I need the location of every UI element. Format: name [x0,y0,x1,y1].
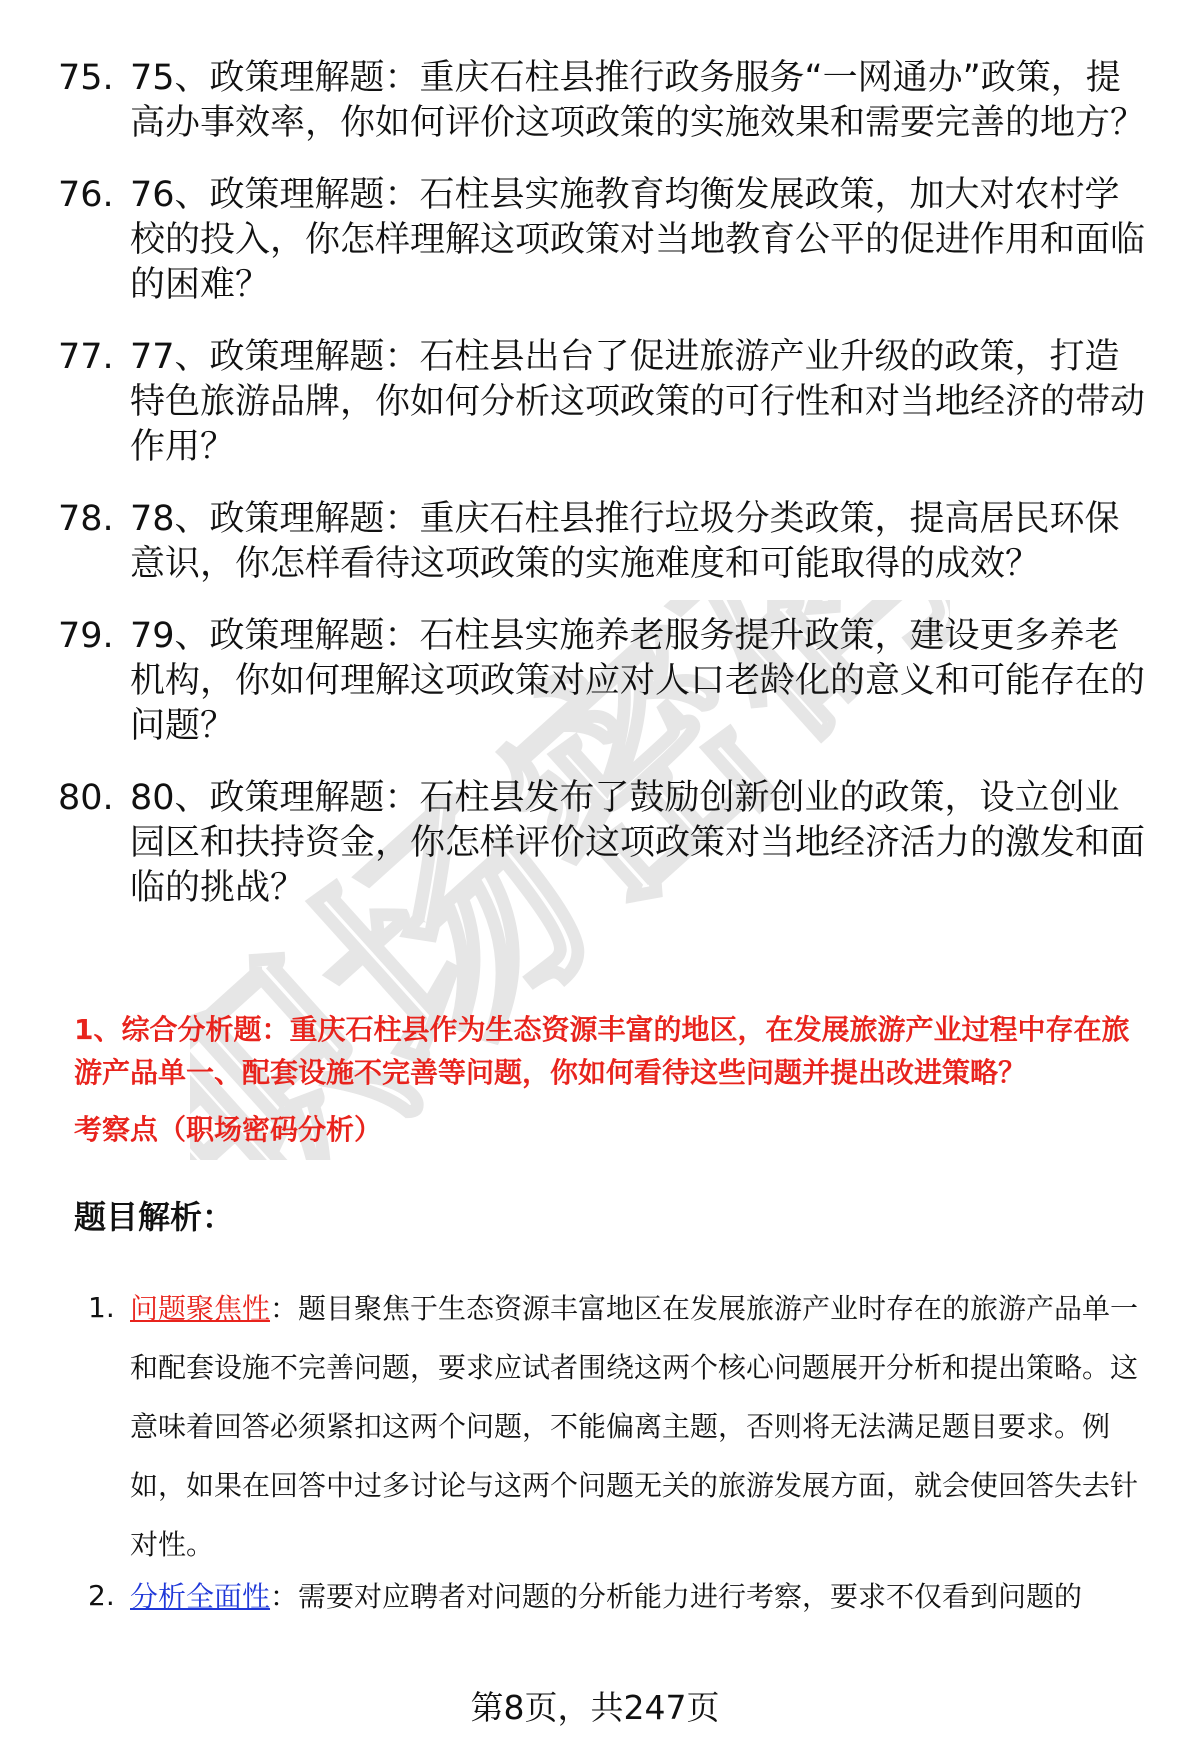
analysis-item [88,1574,1158,1626]
question-number: 80. [58,778,114,818]
watermark-text: 职场密码 [190,600,950,1160]
analysis-separator: ： [270,1292,299,1325]
question-list [58,56,1158,938]
question-text: 79、政策理解题：石柱县实施养老服务提升政策，建设更多养老机构，你如何理解这项政策对应对人口老龄化的意义和可能存在的问题？ [130,616,1146,746]
question-number: 75. [58,58,114,98]
analysis-item [88,1286,1158,1574]
analysis-number: 1. [88,1291,115,1324]
question-number: 77. [58,337,114,377]
analysis-text: 题目聚焦于生态资源丰富地区在发展旅游产业时存在的旅游产品单一和配套设施不完善问题，要求应试者围绕这两个核心问题展开分析和提出策略。这意味着回答必须紧扣这两个问题，不能偏离主题，否则将无法满足题目要求。例如，如果在回答中过多讨论与这两个问题无关的旅游发展方面，就会使回答失去针对性。 [130,1292,1139,1561]
question-number: 79. [58,616,114,656]
analysis-body [130,1567,1150,1626]
question-text: 80、政策理解题：石柱县发布了鼓励创新创业的政策，设立创业园区和扶持资金，你怎样评价这项政策对当地经济活力的激发和面临的挑战？ [130,778,1146,908]
question-item [58,173,1158,308]
question-text: 78、政策理解题：重庆石柱县推行垃圾分类政策，提高居民环保意识，你怎样看待这项政策的实施难度和可能取得的成效？ [130,499,1120,584]
analysis-title: 题目解析： [74,1198,235,1236]
analysis-body [130,1279,1150,1574]
page-footer: 第8页，共247页 [470,1688,720,1727]
case-question: 1、综合分析题：重庆石柱县作为生态资源丰富的地区，在发展旅游产业过程中存在旅游产品单一、配套设施不完善等问题，你如何看待这些问题并提出改进策略？ [74,1013,1130,1089]
question-item [58,776,1158,911]
analysis-list [88,1286,1158,1626]
analysis-heading-link[interactable]: 问题聚焦性 [130,1292,271,1325]
question-item [58,614,1158,749]
question-item [58,335,1158,470]
question-text: 76、政策理解题：石柱县实施教育均衡发展政策，加大对农村学校的投入，你怎样理解这项政策对当地教育公平的促进作用和面临的困难？ [130,175,1146,305]
question-number: 78. [58,499,114,539]
question-item [58,56,1158,146]
analysis-heading-link[interactable]: 分析全面性 [130,1580,271,1613]
analysis-separator: ： [270,1580,299,1613]
question-item [58,497,1158,587]
question-text: 75、政策理解题：重庆石柱县推行政务服务“一网通办”政策，提高办事效率，你如何评价这项政策的实施效果和需要完善的地方？ [130,58,1146,143]
analysis-number: 2. [88,1579,115,1612]
analysis-text: 需要对应聘者对问题的分析能力进行考察，要求不仅看到问题的 [298,1580,1083,1613]
question-text: 77、政策理解题：石柱县出台了促进旅游产业升级的政策，打造特色旅游品牌，你如何分析这项政策的可行性和对当地经济的带动作用？ [130,337,1146,467]
exam-point: 考察点（职场密码分析） [74,1113,383,1146]
question-number: 76. [58,175,114,215]
